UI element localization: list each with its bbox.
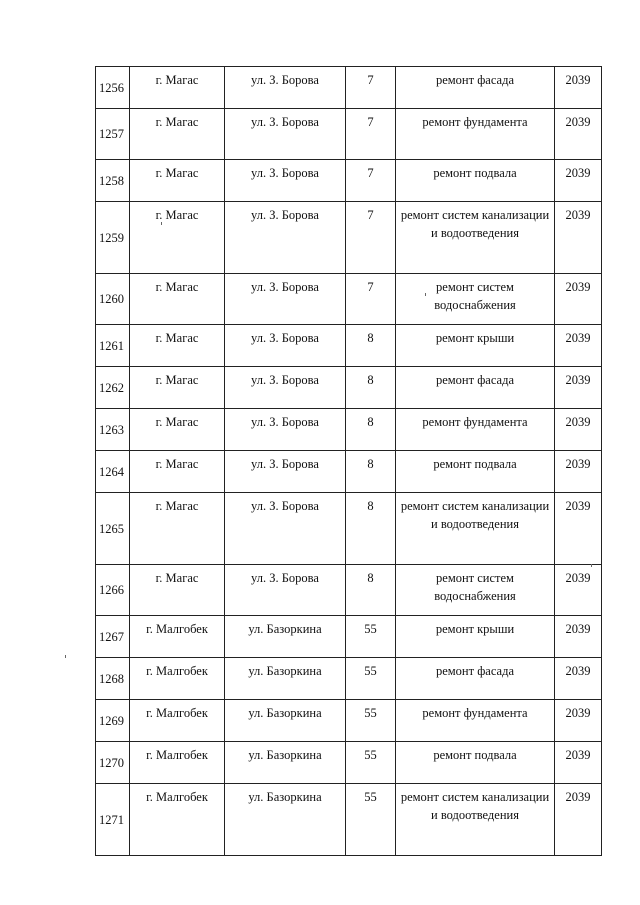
year-cell: 2039 [555, 274, 602, 325]
city-cell: г. Магас [130, 451, 225, 493]
row-number: 1269 [96, 700, 130, 742]
city-cell: г. Магас [130, 67, 225, 109]
year-cell: 2039 [555, 784, 602, 856]
year-cell: 2039 [555, 451, 602, 493]
work-type-cell: ремонт систем канализации и водоотведения [396, 493, 555, 565]
table-row [96, 67, 602, 109]
city-cell: г. Магас [130, 109, 225, 160]
city-cell: г. Магас [130, 493, 225, 565]
work-type-cell: ремонт крыши [396, 616, 555, 658]
year-cell: 2039 [555, 109, 602, 160]
city-cell: г. Малгобек [130, 784, 225, 856]
city-cell: г. Магас [130, 409, 225, 451]
table-row [96, 451, 602, 493]
street-cell: ул. З. Борова [225, 493, 346, 565]
house-number-cell: 7 [346, 202, 396, 274]
row-number: 1271 [96, 784, 130, 856]
year-cell: 2039 [555, 493, 602, 565]
house-number-cell: 8 [346, 565, 396, 616]
city-cell: г. Магас [130, 367, 225, 409]
work-type-cell: ремонт систем водоснабжения [396, 565, 555, 616]
row-number: 1266 [96, 565, 130, 616]
row-number: 1257 [96, 109, 130, 160]
scan-speck [161, 222, 162, 225]
city-cell: г. Малгобек [130, 700, 225, 742]
city-cell: г. Малгобек [130, 742, 225, 784]
row-number: 1259 [96, 202, 130, 274]
house-number-cell: 8 [346, 493, 396, 565]
street-cell: ул. Базоркина [225, 616, 346, 658]
table-row [96, 109, 602, 160]
city-cell: г. Магас [130, 274, 225, 325]
table-row [96, 367, 602, 409]
house-number-cell: 55 [346, 742, 396, 784]
house-number-cell: 55 [346, 616, 396, 658]
house-number-cell: 7 [346, 160, 396, 202]
scan-speck [425, 293, 426, 296]
row-number: 1263 [96, 409, 130, 451]
year-cell: 2039 [555, 67, 602, 109]
table-row [96, 202, 602, 274]
street-cell: ул. Базоркина [225, 742, 346, 784]
row-number: 1264 [96, 451, 130, 493]
street-cell: ул. З. Борова [225, 367, 346, 409]
street-cell: ул. З. Борова [225, 409, 346, 451]
work-type-cell: ремонт фундамента [396, 700, 555, 742]
table-row [96, 493, 602, 565]
city-cell: г. Магас [130, 160, 225, 202]
table-row [96, 409, 602, 451]
scan-speck [591, 564, 592, 567]
year-cell: 2039 [555, 700, 602, 742]
table-row [96, 784, 602, 856]
work-type-cell: ремонт фасада [396, 367, 555, 409]
year-cell: 2039 [555, 616, 602, 658]
street-cell: ул. З. Борова [225, 274, 346, 325]
house-number-cell: 8 [346, 409, 396, 451]
row-number: 1270 [96, 742, 130, 784]
work-type-cell: ремонт систем канализации и водоотведения [396, 784, 555, 856]
row-number: 1265 [96, 493, 130, 565]
work-type-cell: ремонт фундамента [396, 109, 555, 160]
house-number-cell: 55 [346, 658, 396, 700]
row-number: 1258 [96, 160, 130, 202]
house-number-cell: 55 [346, 784, 396, 856]
year-cell: 2039 [555, 565, 602, 616]
street-cell: ул. Базоркина [225, 658, 346, 700]
city-cell: г. Магас [130, 565, 225, 616]
street-cell: ул. Базоркина [225, 784, 346, 856]
row-number: 1260 [96, 274, 130, 325]
repair-schedule-table [95, 66, 602, 856]
street-cell: ул. З. Борова [225, 109, 346, 160]
table-row [96, 700, 602, 742]
year-cell: 2039 [555, 658, 602, 700]
house-number-cell: 8 [346, 451, 396, 493]
work-type-cell: ремонт систем канализации и водоотведения [396, 202, 555, 274]
house-number-cell: 7 [346, 109, 396, 160]
work-type-cell: ремонт подвала [396, 451, 555, 493]
work-type-cell: ремонт подвала [396, 160, 555, 202]
scan-speck [65, 655, 66, 658]
work-type-cell: ремонт фасада [396, 658, 555, 700]
row-number: 1268 [96, 658, 130, 700]
table-row [96, 616, 602, 658]
street-cell: ул. З. Борова [225, 325, 346, 367]
house-number-cell: 55 [346, 700, 396, 742]
city-cell: г. Малгобек [130, 616, 225, 658]
street-cell: ул. З. Борова [225, 202, 346, 274]
house-number-cell: 7 [346, 274, 396, 325]
street-cell: ул. З. Борова [225, 160, 346, 202]
table-row [96, 658, 602, 700]
street-cell: ул. Базоркина [225, 700, 346, 742]
table-row [96, 742, 602, 784]
year-cell: 2039 [555, 367, 602, 409]
row-number: 1256 [96, 67, 130, 109]
city-cell: г. Малгобек [130, 658, 225, 700]
street-cell: ул. З. Борова [225, 67, 346, 109]
house-number-cell: 8 [346, 325, 396, 367]
year-cell: 2039 [555, 409, 602, 451]
work-type-cell: ремонт фундамента [396, 409, 555, 451]
city-cell: г. Магас [130, 325, 225, 367]
work-type-cell: ремонт крыши [396, 325, 555, 367]
row-number: 1267 [96, 616, 130, 658]
table-row [96, 325, 602, 367]
table-row [96, 565, 602, 616]
table-row [96, 160, 602, 202]
work-type-cell: ремонт фасада [396, 67, 555, 109]
year-cell: 2039 [555, 742, 602, 784]
city-cell: г. Магас [130, 202, 225, 274]
street-cell: ул. З. Борова [225, 451, 346, 493]
year-cell: 2039 [555, 202, 602, 274]
house-number-cell: 7 [346, 67, 396, 109]
row-number: 1261 [96, 325, 130, 367]
work-type-cell: ремонт подвала [396, 742, 555, 784]
year-cell: 2039 [555, 325, 602, 367]
work-type-cell: ремонт систем водоснабжения [396, 274, 555, 325]
table-body [96, 67, 602, 856]
table-row [96, 274, 602, 325]
year-cell: 2039 [555, 160, 602, 202]
house-number-cell: 8 [346, 367, 396, 409]
row-number: 1262 [96, 367, 130, 409]
street-cell: ул. З. Борова [225, 565, 346, 616]
